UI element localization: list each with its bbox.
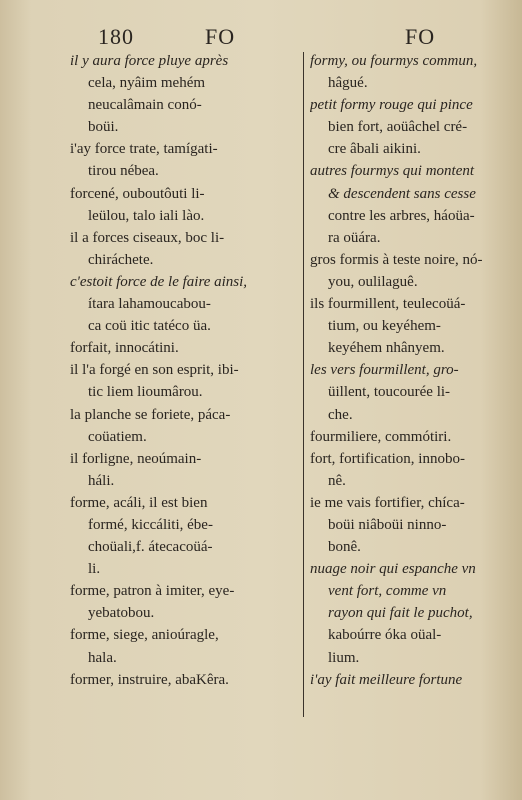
- entry-line: forme, acáli, il est bien: [70, 494, 208, 511]
- entry-line: & descendent sans cesse: [328, 185, 476, 202]
- entry-line: i'ay force trate, tamígati-: [70, 141, 218, 158]
- entry-line: tirou nébea.: [88, 163, 159, 180]
- entry-line: les vers fourmillent, gro-: [310, 362, 459, 379]
- entry-line: yebatobou.: [88, 605, 155, 622]
- right-column: [310, 50, 514, 691]
- entry-line: háli.: [88, 472, 115, 489]
- entry-line: forcené, ouboutôuti li-: [70, 185, 205, 202]
- entry-line: boüi niâboüi ninno-: [328, 516, 447, 533]
- entry-line: chiráchete.: [88, 251, 154, 268]
- entry-line: formé, kiccáliti, ébe-: [88, 516, 213, 533]
- entry-line: che.: [328, 406, 353, 423]
- left-column: [70, 50, 304, 691]
- entry-line: la planche se foriete, páca-: [70, 406, 231, 423]
- entry-line: ie me vais fortifier, chíca-: [310, 494, 465, 511]
- entry-line: formy, ou fourmys commun,: [310, 53, 478, 69]
- entry-line: hala.: [88, 649, 117, 666]
- entry-line: former, instruire, abaKêra.: [70, 671, 229, 688]
- entry-line: fourmiliere, commótiri.: [310, 428, 452, 445]
- entry-line: üillent, toucourée li-: [328, 384, 451, 401]
- entry-line: neucalâmain conó-: [88, 97, 202, 114]
- entry-line: tic liem lioumârou.: [88, 384, 203, 401]
- running-head-left: FO: [205, 24, 236, 49]
- entry-line: il y aura force pluye après: [70, 53, 229, 69]
- entry-line: bien fort, aoüâchel cré-: [328, 119, 468, 136]
- entry-line: keyéhem nhânyem.: [328, 340, 445, 357]
- entry-line: ra oüára.: [328, 229, 381, 246]
- entry-line: li.: [88, 561, 101, 578]
- entry-line: c'estoit force de le faire ainsi,: [70, 273, 248, 290]
- entry-line: boüi.: [88, 119, 119, 136]
- entry-line: bonê.: [328, 539, 361, 556]
- entry-line: nuage noir qui espanche vn: [310, 561, 476, 578]
- entry-line: autres fourmys qui montent: [310, 163, 475, 180]
- entry-line: tium, ou keyéhem-: [328, 318, 441, 335]
- entry-line: ils fourmillent, teulecoüá-: [310, 296, 466, 313]
- running-head-right: FO: [405, 24, 436, 49]
- entry-line: contre les arbres, háoüa-: [328, 207, 475, 224]
- entry-line: forfait, innocátini.: [70, 340, 179, 357]
- entry-line: forme, siege, anioúragle,: [70, 627, 219, 644]
- column-divider: [303, 52, 304, 717]
- entry-line: gros formis à teste noire, nó-: [310, 251, 483, 268]
- entry-line: kaboúrre óka oüal-: [328, 627, 442, 644]
- entry-line: fort, fortification, innobo-: [310, 450, 465, 467]
- entry-line: coüatiem.: [88, 428, 147, 445]
- entry-line: rayon qui fait le puchot,: [328, 605, 473, 622]
- entry-line: forme, patron à imiter, eye-: [70, 583, 235, 600]
- entry-line: ítara lahamoucabou-: [88, 296, 211, 313]
- entry-line: vent fort, comme vn: [328, 583, 447, 600]
- entry-line: ca coü itic tatéco üa.: [88, 318, 211, 335]
- entry-line: you, oulilaguê.: [328, 273, 418, 290]
- entry-line: il forligne, neoúmain-: [70, 450, 202, 467]
- entry-line: choüali,f. átecacoüá-: [88, 539, 213, 556]
- entry-line: i'ay fait meilleure fortune: [310, 671, 463, 688]
- page-number: 180: [98, 24, 134, 49]
- entry-line: hâgué.: [328, 75, 368, 92]
- entry-line: il l'a forgé en son esprit, ibi-: [70, 362, 239, 379]
- entry-line: leülou, talo iali lào.: [88, 207, 205, 224]
- entry-line: nê.: [328, 472, 346, 489]
- entry-line: cre âbali aikini.: [328, 141, 421, 158]
- entry-line: lium.: [328, 649, 360, 666]
- entry-line: cela, nyâim mehém: [88, 75, 206, 92]
- entry-line: petit formy rouge qui pince: [310, 97, 473, 114]
- entry-line: il a forces ciseaux, boc li-: [70, 229, 225, 246]
